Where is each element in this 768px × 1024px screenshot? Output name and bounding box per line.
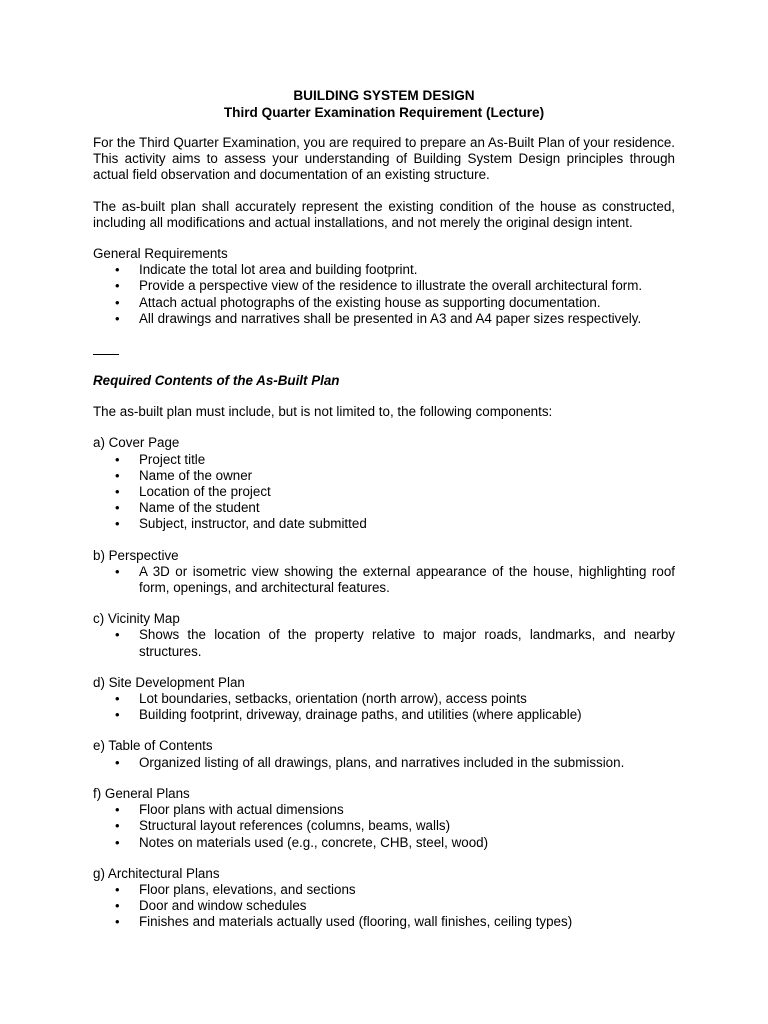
section-divider [93, 342, 675, 358]
bullet-icon: • [115, 914, 120, 930]
intro-paragraph: For the Third Quarter Examination, you are required to prepare an As-Built Plan of your residence. This activity aims to assess your understanding of Building System Design principles through actual field observation and documentation of an existing structure. [93, 135, 675, 183]
bullet-icon: • [115, 818, 120, 834]
section-heading-architectural-plans: g) Architectural Plans [93, 865, 220, 881]
list-item: • Location of the project [115, 484, 271, 500]
list-item: • Door and window schedules [115, 898, 307, 914]
list-item: • Organized listing of all drawings, plans, and narratives included in the submission. [115, 754, 625, 770]
bullet-icon: • [115, 294, 120, 310]
list-item: • Building footprint, driveway, drainage paths, and utilities (where applicable) [115, 707, 582, 723]
bullet-icon: • [115, 707, 120, 723]
list-item: • Subject, instructor, and date submitted [115, 516, 367, 532]
bullet-icon: • [115, 898, 120, 914]
general-plans-list [93, 802, 675, 851]
bullet-icon: • [115, 516, 120, 532]
list-item: • Floor plans with actual dimensions [115, 802, 344, 818]
section-heading-general-plans: f) General Plans [93, 785, 190, 801]
table-of-contents-list [93, 755, 675, 771]
bullet-icon: • [115, 627, 120, 643]
section-heading-cover-page: a) Cover Page [93, 435, 180, 451]
vicinity-map-list [93, 627, 675, 659]
document-subtitle: Third Quarter Examination Requirement (Lecture) [223, 105, 545, 120]
list-item: • Name of the student [115, 500, 260, 516]
list-item: • A 3D or isometric view showing the external appearance of the house, highlighting roof form, openings, and architectural features. [115, 563, 675, 596]
list-item: • Shows the location of the property relative to major roads, landmarks, and nearby structures. [115, 627, 675, 659]
bullet-icon: • [115, 278, 120, 294]
document-title: BUILDING SYSTEM DESIGN [293, 88, 475, 103]
perspective-list [93, 564, 675, 596]
list-item: • Attach actual photographs of the existing house as supporting documentation. [115, 294, 601, 310]
section-heading-vicinity-map: c) Vicinity Map [93, 611, 180, 627]
list-item: • Structural layout references (columns, beams, walls) [115, 818, 451, 834]
document-body [93, 87, 675, 931]
required-contents-heading: Required Contents of the As-Built Plan [93, 373, 340, 389]
list-item: • Project title [115, 451, 206, 467]
bullet-icon: • [115, 484, 120, 500]
list-item: • Provide a perspective view of the residence to illustrate the overall architectural form. [115, 278, 643, 294]
general-requirements-list [93, 262, 675, 327]
list-item: • Lot boundaries, setbacks, orientation (north arrow), access points [115, 691, 527, 707]
bullet-icon: • [115, 451, 120, 467]
section-heading-perspective: b) Perspective [93, 547, 179, 563]
section-heading-table-of-contents: e) Table of Contents [93, 738, 213, 754]
architectural-plans-list [93, 882, 675, 931]
list-item: • Name of the owner [115, 467, 253, 483]
bullet-icon: • [115, 802, 120, 818]
cover-page-list [93, 452, 675, 533]
list-item: • All drawings and narratives shall be presented in A3 and A4 paper sizes respectively. [115, 310, 642, 326]
list-item: • Indicate the total lot area and building footprint. [115, 262, 418, 278]
bullet-icon: • [115, 262, 120, 278]
bullet-icon: • [115, 881, 120, 897]
bullet-icon: • [115, 500, 120, 516]
site-development-list [93, 691, 675, 723]
list-item: • Finishes and materials actually used (flooring, wall finishes, ceiling types) [115, 914, 573, 930]
bullet-icon: • [115, 467, 120, 483]
bullet-icon: • [115, 563, 120, 579]
required-contents-lead: The as-built plan must include, but is not limited to, the following components: [93, 404, 553, 420]
general-requirements-heading: General Requirements [93, 246, 228, 262]
intro-paragraph-2: The as-built plan shall accurately represent the existing condition of the house as constructed, including all modifications and actual installations, and not merely the original design intent. [93, 198, 675, 230]
bullet-icon: • [115, 310, 120, 326]
list-item: • Notes on materials used (e.g., concrete, CHB, steel, wood) [115, 834, 489, 850]
list-item: • Floor plans, elevations, and sections [115, 881, 356, 897]
bullet-icon: • [115, 754, 120, 770]
bullet-icon: • [115, 691, 120, 707]
section-heading-site-development-plan: d) Site Development Plan [93, 674, 245, 690]
bullet-icon: • [115, 834, 120, 850]
